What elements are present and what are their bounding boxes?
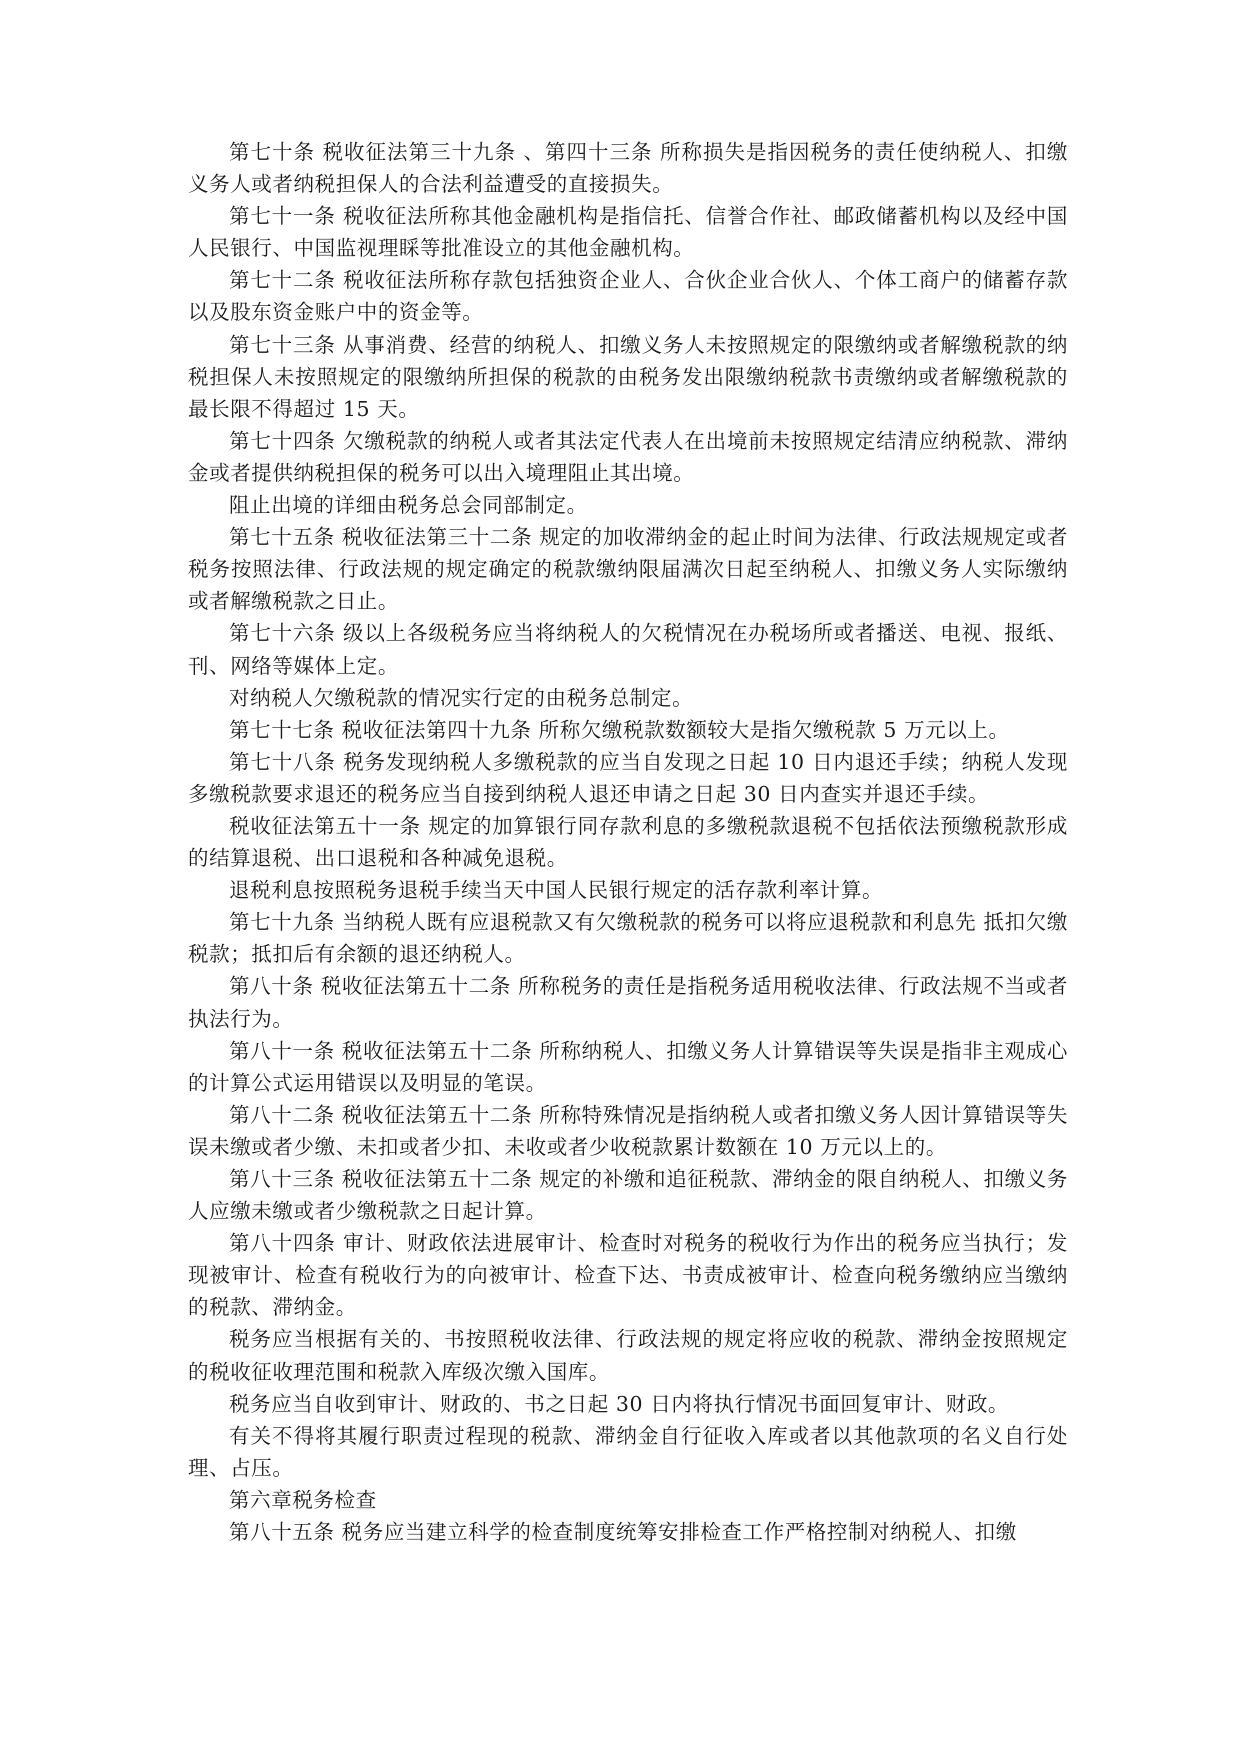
paragraph-article-71: 第七十一条 税收征法所称其他金融机构是指信托、信誉合作社、邮政储蓄机构以及经中国人民银行、中国监视理睬等批准设立的其他金融机构。 bbox=[188, 204, 1068, 261]
paragraph-article-70: 第七十条 税收征法第三十九条 、第四十三条 所称损失是指因税务的责任使纳税人、扣缴义务人或者纳税担保人的合法利益遭受的直接损失。 bbox=[188, 140, 1068, 197]
paragraph-article-79: 第七十九条 当纳税人既有应退税款又有欠缴税款的税务可以将应退税款和利息先 抵扣欠缴税款；抵扣后有余额的退还纳税人。 bbox=[188, 910, 1068, 967]
paragraph-article-82: 第八十二条 税收征法第五十二条 所称特殊情况是指纳税人或者扣缴义务人因计算错误等失误未缴或者少缴、未扣或者少扣、未收或者少收税款累计数额在 10 万元以上的。 bbox=[188, 1102, 1068, 1159]
paragraph-article-78-note-1: 税收征法第五十一条 规定的加算银行同存款利息的多缴税款退税不包括依法预缴税款形成的结算退税、出口退税和各种减免退税。 bbox=[188, 813, 1068, 871]
document-page bbox=[188, 136, 1068, 1548]
paragraph-article-80: 第八十条 税收征法第五十二条 所称税务的责任是指税务适用税收法律、行政法规不当或者执法行为。 bbox=[188, 974, 1068, 1031]
paragraph-article-84: 第八十四条 审计、财政依法进展审计、检查时对税务的税收行为作出的税务应当执行；发现被审计、检查有税收行为的向被审计、检查下达、书责成被审计、检查向税务缴纳应当缴纳的税款、滞纳金。 bbox=[188, 1231, 1068, 1320]
paragraph-article-84-note-1: 税务应当根据有关的、书按照税收法律、行政法规的规定将应收的税款、滞纳金按照规定的税收征收理范围和税款入库级次缴入国库。 bbox=[188, 1327, 1068, 1384]
paragraph-article-72: 第七十二条 税收征法所称存款包括独资企业人、合伙企业合伙人、个体工商户的储蓄存款以及股东资金账户中的资金等。 bbox=[188, 268, 1068, 325]
paragraph-article-76: 第七十六条 级以上各级税务应当将纳税人的欠税情况在办税场所或者播送、电视、报纸、刊、网络等媒体上定。 bbox=[188, 621, 1068, 678]
paragraph-article-74-note: 阻止出境的详细由税务总会同部制定。 bbox=[229, 493, 588, 518]
paragraph-article-84-note-2: 税务应当自收到审计、财政的、书之日起 30 日内将执行情况书面回复审计、财政。 bbox=[229, 1391, 1010, 1416]
chapter-heading-6: 第六章税务检查 bbox=[229, 1487, 377, 1512]
paragraph-article-85: 第八十五条 税务应当建立科学的检查制度统筹安排检查工作严格控制对纳税人、扣缴 bbox=[229, 1520, 1017, 1545]
paragraph-article-77: 第七十七条 税收征法第四十九条 所称欠缴税款数额较大是指欠缴税款 5 万元以上。 bbox=[229, 717, 1010, 742]
paragraph-article-78: 第七十八条 税务发现纳税人多缴税款的应当自发现之日起 10 日内退还手续；纳税人发现多缴税款要求退还的税务应当自接到纳税人退还申请之日起 30 日内查实并退还手续。 bbox=[188, 749, 1068, 806]
paragraph-article-75: 第七十五条 税收征法第三十二条 规定的加收滞纳金的起止时间为法律、行政法规规定或者税务按照法律、行政法规的规定确定的税款缴纳限届满次日起至纳税人、扣缴义务人实际缴纳或者解缴税款之日止。 bbox=[188, 525, 1068, 614]
paragraph-article-74: 第七十四条 欠缴税款的纳税人或者其法定代表人在出境前未按照规定结清应纳税款、滞纳金或者提供纳税担保的税务可以出入境理阻止其出境。 bbox=[188, 428, 1068, 485]
paragraph-article-81: 第八十一条 税收征法第五十二条 所称纳税人、扣缴义务人计算错误等失误是指非主观成心的计算公式运用错误以及明显的笔误。 bbox=[188, 1038, 1068, 1095]
paragraph-article-76-note: 对纳税人欠缴税款的情况实行定的由税务总制定。 bbox=[229, 685, 694, 710]
paragraph-article-84-note-3: 有关不得将其履行职责过程现的税款、滞纳金自行征收入库或者以其他款项的名义自行处理、占压。 bbox=[188, 1423, 1068, 1480]
paragraph-article-83: 第八十三条 税收征法第五十二条 规定的补缴和追征税款、滞纳金的限自纳税人、扣缴义务人应缴未缴或者少缴税款之日起计算。 bbox=[188, 1167, 1068, 1224]
paragraph-article-73: 第七十三条 从事消费、经营的纳税人、扣缴义务人未按照规定的限缴纳或者解缴税款的纳税担保人未按照规定的限缴纳所担保的税款的由税务发出限缴纳税款书责缴纳或者解缴税款的最长限不得超过 15 天。 bbox=[188, 332, 1068, 421]
paragraph-article-78-note-2: 退税利息按照税务退税手续当天中国人民银行规定的活存款利率计算。 bbox=[229, 878, 884, 903]
